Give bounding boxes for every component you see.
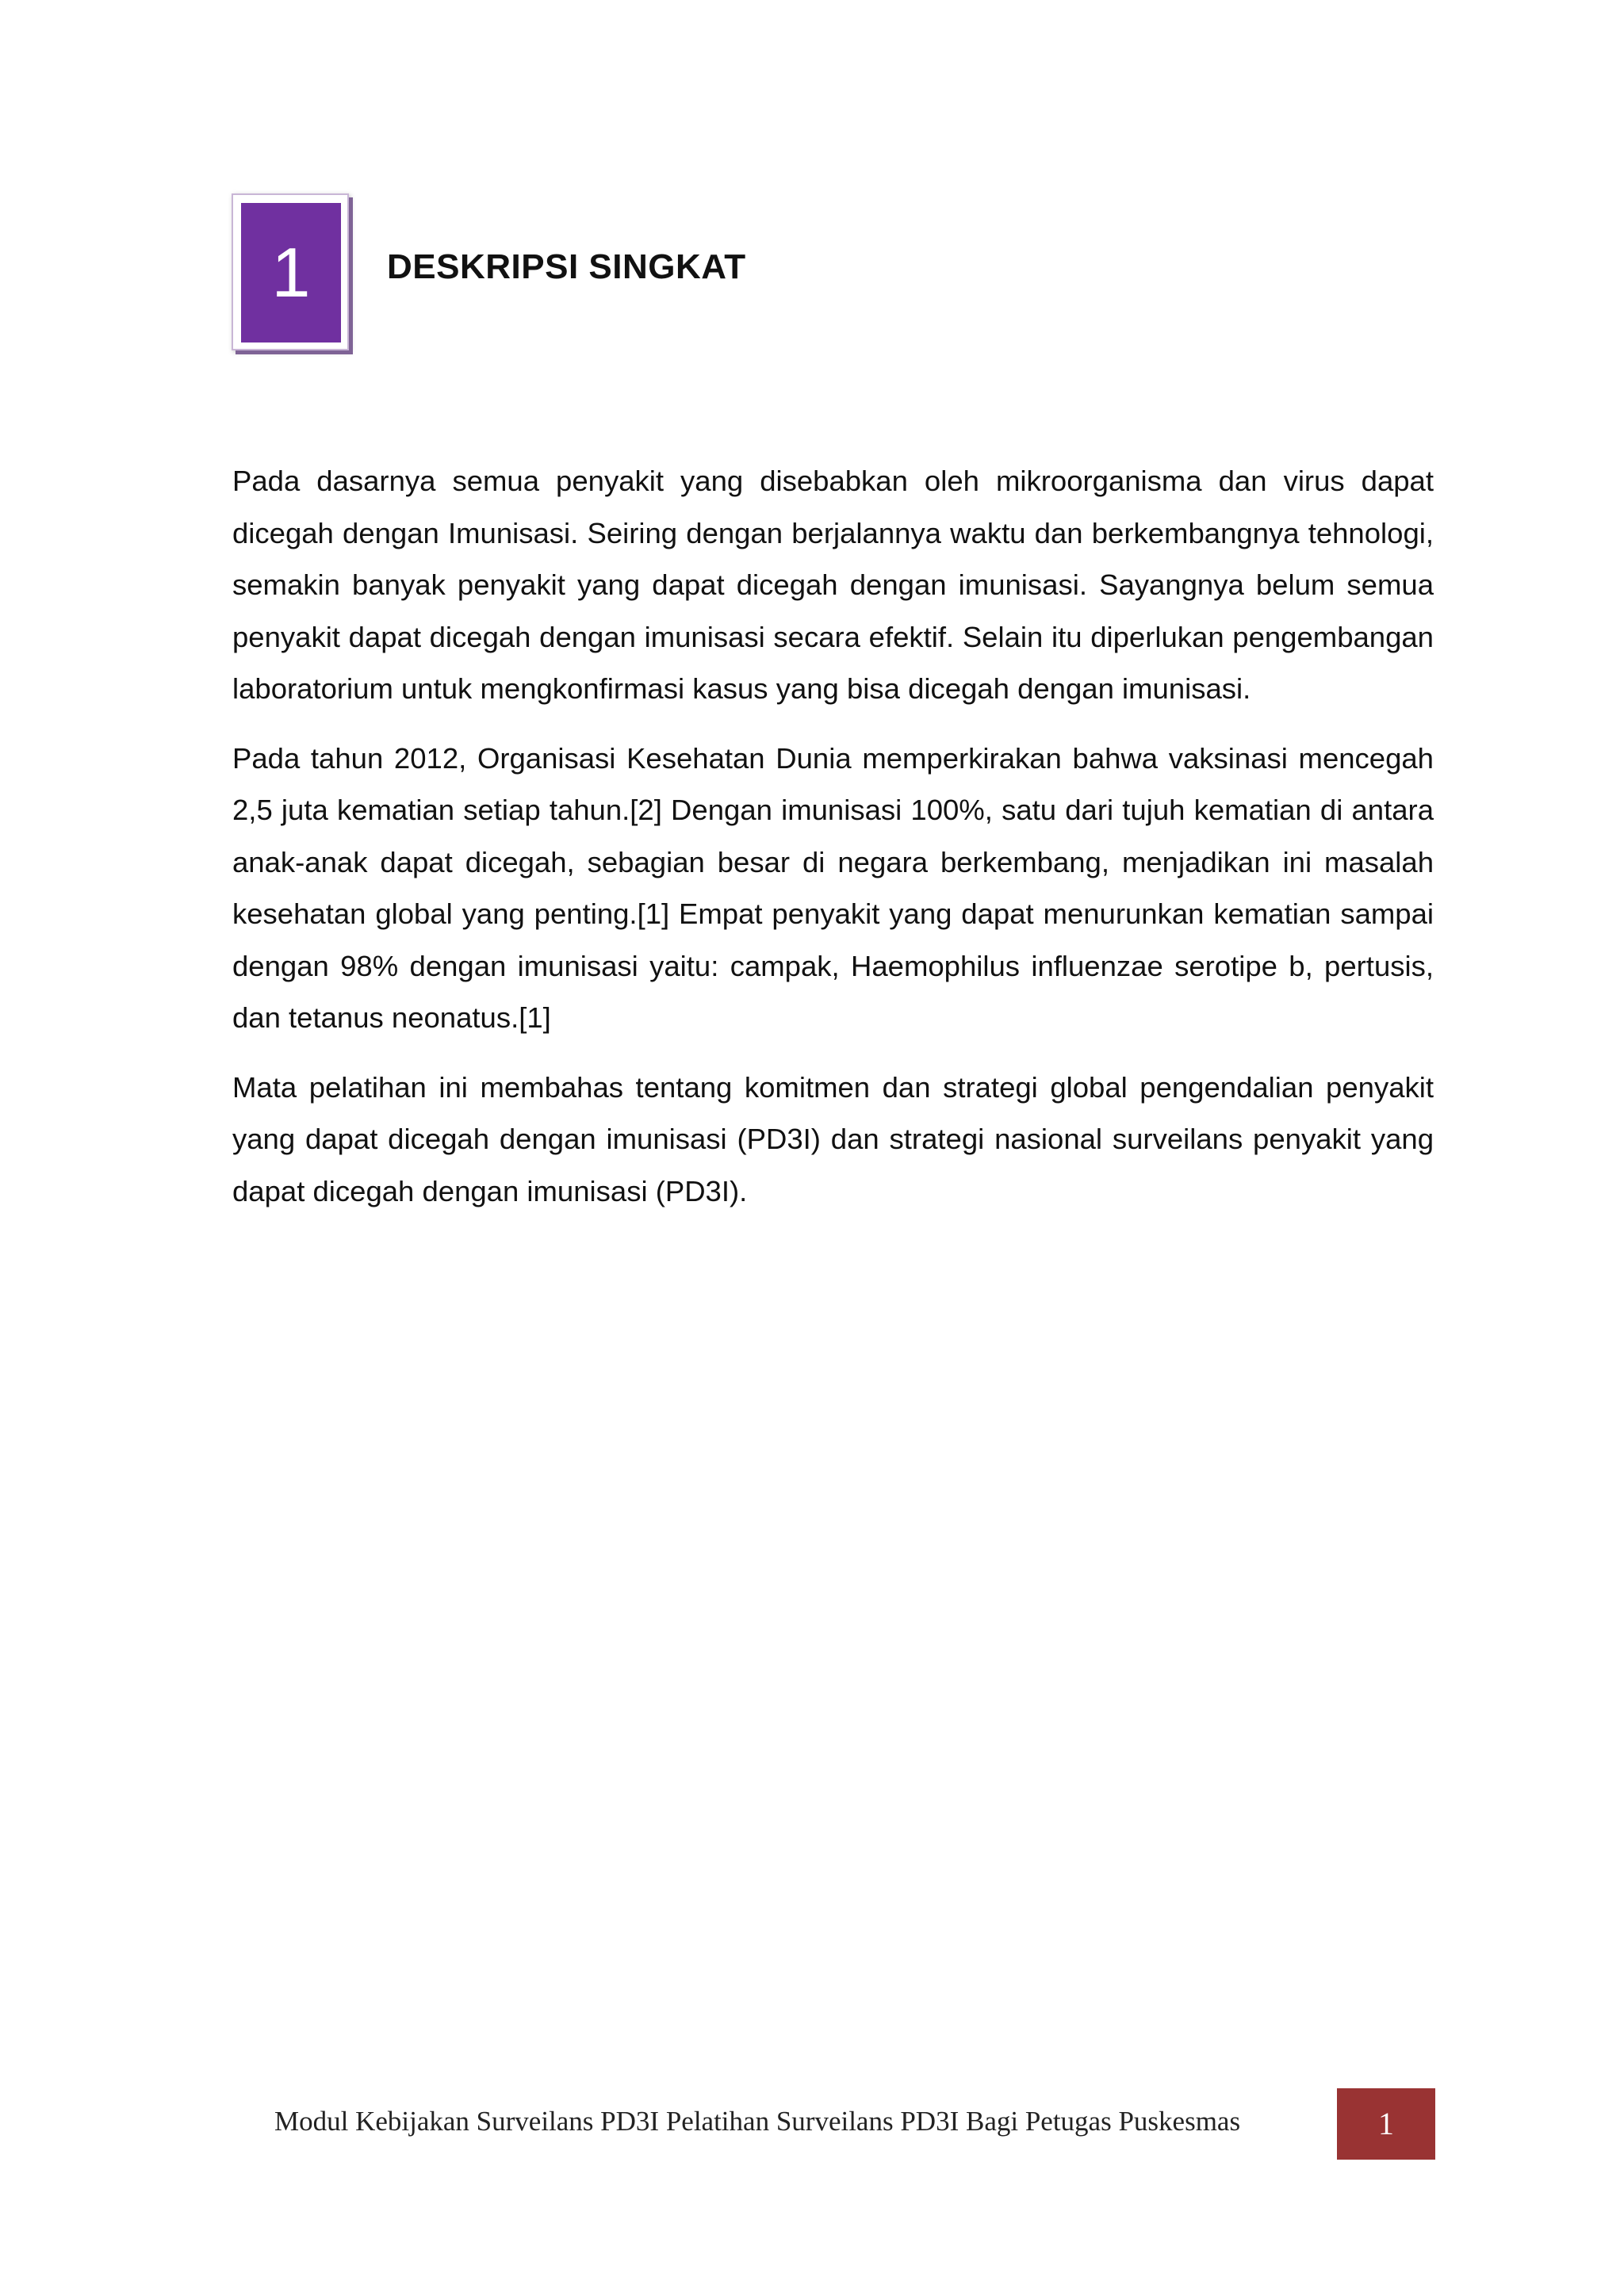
footer-title: Modul Kebijakan Surveilans PD3I Pelatihan Surveilans PD3I Bagi Petugas Puskesmas <box>274 2106 1241 2137</box>
paragraph-3: Mata pelatihan ini membahas tentang komitmen dan strategi global pengendalian penyakit yang dapat dicegah dengan imunisasi (PD3I) dan strategi nasional surveilans penyakit yang dapat dicegah dengan imunisasi (PD3I). <box>232 1070 1434 1207</box>
paragraph-2: Pada tahun 2012, Organisasi Kesehatan Dunia memperkirakan bahwa vaksinasi mencegah 2,5 juta kematian setiap tahun.[2] Dengan imunisasi 100%, satu dari tujuh kematian di antara anak-anak dapat dicegah, sebagian besar di negara berkembang, menjadikan ini masalah kesehatan global yang penting.[1] Empat penyakit yang dapat menurunkan kematian sampai dengan 98% dengan imunisasi yaitu: campak, Haemophilus influenzae serotipe b, pertusis, dan tetanus neonatus.[1] <box>232 741 1434 1034</box>
paragraph-1: Pada dasarnya semua penyakit yang disebabkan oleh mikroorganisma dan virus dapat dicegah dengan Imunisasi. Seiring dengan berjalannya waktu dan berkembangnya tehnologi, semakin banyak penyakit yang dapat dicegah dengan imunisasi. Sayangnya belum semua penyakit dapat dicegah dengan imunisasi secara efektif. Selain itu diperlukan pengembangan laboratorium untuk mengkonfirmasi kasus yang bisa dicegah dengan imunisasi. <box>232 465 1434 705</box>
chapter-number: 1 <box>241 203 341 342</box>
body-text <box>232 455 1434 1234</box>
chapter-number-frame <box>232 193 349 350</box>
page-number: 1 <box>1337 2088 1435 2160</box>
chapter-title: DESKRIPSI SINGKAT <box>387 247 746 286</box>
